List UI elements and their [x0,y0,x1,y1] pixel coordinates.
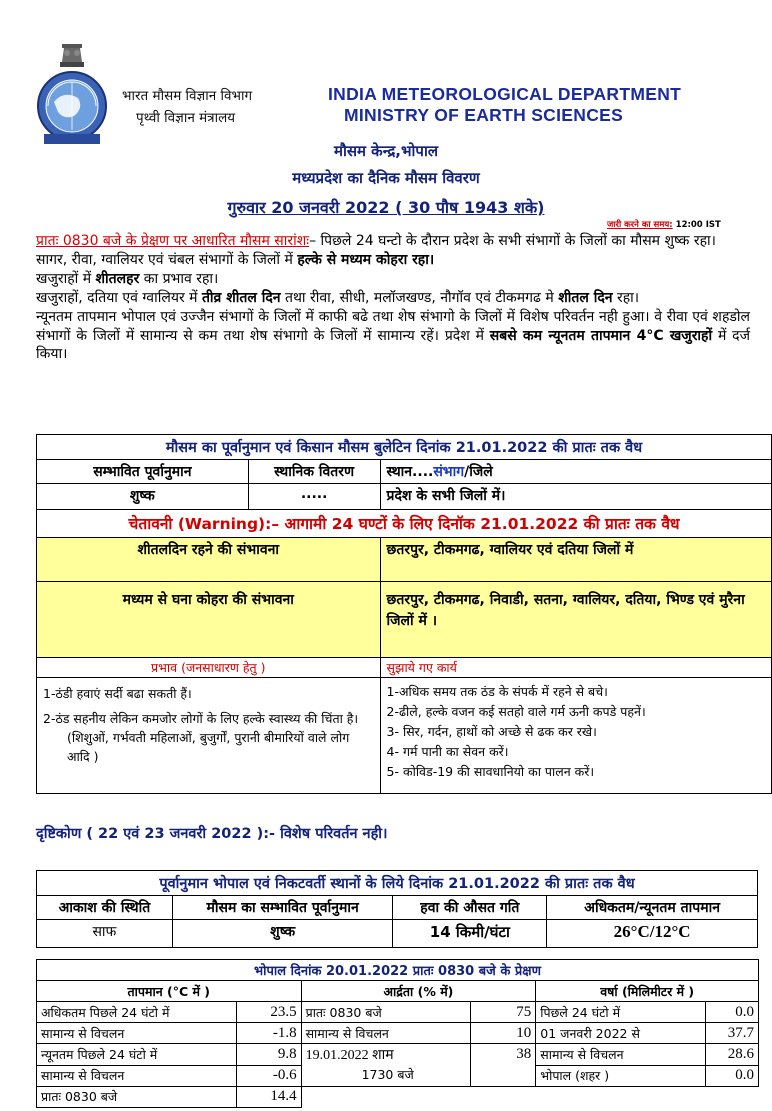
temp-value: 14.4 [236,1086,301,1107]
rain-value: 37.7 [706,1023,759,1044]
wind-header: हवा की औसत गति [393,896,547,920]
humidity-value: 38 [471,1044,536,1066]
distribution-value: ..... [248,484,380,510]
humidity-value [471,1065,536,1086]
issue-time: जारी करने का समय: 12:00 IST [607,220,721,230]
warning-title: चेतावनी (Warning):– आगामी 24 घण्टों के लिए दिनॉक 21.01.2022 की प्रातः तक वैध [37,510,772,538]
rain-value: 0.0 [706,1065,759,1086]
bhopal-forecast-table [36,870,758,948]
rain-value: 0.0 [706,1002,759,1023]
rain-label: सामान्य से विचलन [536,1044,706,1066]
actions-list [380,678,771,794]
impact-list [37,678,381,794]
warning-row1-label: शीतलदिन रहने की संभावना [37,538,381,582]
humidity-value: 10 [471,1023,536,1044]
ministry-english-name: MINISTRY OF EARTH SCIENCES [344,105,624,125]
action-item: 2-ढीले, हल्के वजन कई सतहो वाले गर्म ऊनी कपडे पहनें। [386,704,646,719]
table-row [37,1044,759,1066]
rain-label: 01 जनवरी 2022 से [536,1023,706,1044]
temp-header: अधिकतम/न्यूनतम तापमान [547,896,758,920]
temp-value: -0.6 [236,1065,301,1086]
weather-header: मौसम का सम्भावित पूर्वानुमान [172,896,393,920]
action-item: 1-अधिक समय तक ठंड के संपर्क में रहने से बचे। [386,684,608,699]
warning-row1-place: छतरपुर, टीकमगढ, ग्वालियर एवं दतिया जिलों में [380,538,771,582]
table-row [37,1002,759,1023]
humidity-group-header: आर्द्रता (% में) [301,981,536,1002]
impact-heading: प्रभाव (जनसाधारण हेतु ) [37,658,381,678]
temp-label: सामान्य से विचलन [37,1065,237,1086]
observation-title: भोपाल दिनांक 20.01.2022 प्रातः 0830 बजे के प्रेक्षण [37,960,759,981]
sky-header: आकाश की स्थिति [37,896,173,920]
humidity-label: 1730 बजे [301,1065,471,1086]
outlook-text: दृष्टिकोण ( 22 एवं 23 जनवरी 2022 ):- विशेष परिवर्तन नही। [36,826,388,842]
temp-label: प्रातः 0830 बजे [37,1086,237,1107]
report-title: मध्यप्रदेश का दैनिक मौसम विवरण [292,169,480,187]
imd-emblem-logo [34,42,110,148]
temp-value: 23.5 [236,1002,301,1023]
impact-item: 2-ठंड सहनीय लेकिन कमजोर लोगों के लिए हल्के स्वास्थ्य की चिंता है। (शिशुओं, गर्भवती महिलाओं, बुजुर्गों, पुरानी बीमारियों वाले लोग आदि ) [43,711,359,764]
forecast-title: मौसम का पूर्वानुमान एवं किसान मौसम बुलेटिन दिनांक 21.01.2022 की प्रातः तक वैध [37,435,772,460]
humidity-label: 19.01.2022 शाम [301,1044,471,1066]
weather-summary: प्रातः 0830 बजे के प्रेक्षण पर आधारित मौसम सारांशः– पिछले 24 घन्टो के दौरान प्रदेश के सभी संभागों के जिलों का मौसम शुष्क रहा। सागर, रीवा, ग्वालियर एवं चंबल संभागों के जिलों में हल्के से मध्यम कोहरा रहा। खजुराहों में शीतलहर का प्रभाव रहा। खजुराहों, दतिया एवं ग्वालियर में तीव्र शीतल दिन तथा रीवा, सीधी, मलॉजखण्ड, नौगॉव एवं टीकमगढ मे शीतल दिन रहा। न्यूनतम तापमान भोपाल एवं उज्जैन संभागों के जिलों में काफी बढे तथा शेष संभागो के जिलों में विशेष परिवर्तन नही हुआ। वे रीवा एवं शहडोल संभागों के जिलों में सामान्य से कम तथा शेष संभागो के जिलों में सामान्य रहें। प्रदेश में सबसे कम न्यूनतम तापमान 4°C खजुराहों में दर्ज किया। [36,233,750,363]
place-col-header: स्थान....संभाग/जिले [380,460,771,484]
forecast-warning-table [36,434,772,794]
distribution-col-header: स्थानिक वितरण [248,460,380,484]
centre-name: मौसम केन्द्र,भोपाल [333,142,438,160]
action-item: 5- कोविड-19 की सावधानियो का पालन करें। [386,764,595,779]
temp-group-header: तापमान (°C में ) [37,981,302,1002]
rain-group-header: वर्षा (मिलिमीटर में ) [536,981,759,1002]
wind-value: 14 किमी/घंटा [393,920,547,948]
sky-value: साफ [37,920,173,948]
temp-value: -1.8 [236,1023,301,1044]
place-value: प्रदेश के सभी जिलों में। [380,484,771,510]
bhopal-forecast-title: पूर्वानुमान भोपाल एवं निकटवर्ती स्थानों के लिये दिनांक 21.01.2022 की प्रातः तक वैध [37,871,758,896]
temp-label: सामान्य से विचलन [37,1023,237,1044]
weather-value: शुष्क [172,920,393,948]
bhopal-observation-table [36,959,759,1108]
temp-label: न्यूनतम पिछले 24 घंटो में [37,1044,237,1066]
humidity-value: 75 [471,1002,536,1023]
impact-item: 1-ठंडी हवाएं सर्दी बढा सकती हैं। [43,686,192,701]
forecast-col-header: सम्भावित पूर्वानुमान [37,460,249,484]
action-item: 3- सिर, गर्दन, हाथों को अच्छे से ढक कर रखे। [386,724,597,739]
rain-label: भोपाल (शहर ) [536,1065,706,1086]
temp-label: अधिकतम पिछले 24 घंटो में [37,1002,237,1023]
report-date: गुरुवार 20 जनवरी 2022 ( 30 पौष 1943 शके) [227,198,545,217]
warning-row2-label: मध्यम से घना कोहरा की संभावना [37,582,381,658]
temp-value: 26°C/12°C [547,920,758,948]
rain-value: 28.6 [706,1044,759,1066]
temp-value: 9.8 [236,1044,301,1066]
action-item: 4- गर्म पानी का सेवन करें। [386,744,509,759]
actions-heading: सुझाये गए कार्य [380,658,771,678]
forecast-value: शुष्क [37,484,249,510]
rain-label: पिछले 24 घंटो में [536,1002,706,1023]
ministry-hindi-name: पृथ्वी विज्ञान मंत्रालय [136,110,236,126]
table-row [37,1086,759,1107]
table-row [37,1023,759,1044]
dept-english-name: INDIA METEOROLOGICAL DEPARTMENT [328,84,682,104]
humidity-label: सामान्य से विचलन [301,1023,471,1044]
warning-row2-place: छतरपुर, टीकमगढ, निवाडी, सतना, ग्वालियर, दतिया, भिण्ड एवं मुरैना जिलों में । [380,582,771,658]
dept-hindi-name: भारत मौसम विज्ञान विभाग [122,88,253,104]
table-row [37,1065,759,1086]
humidity-label: प्रातः 0830 बजे [301,1002,471,1023]
